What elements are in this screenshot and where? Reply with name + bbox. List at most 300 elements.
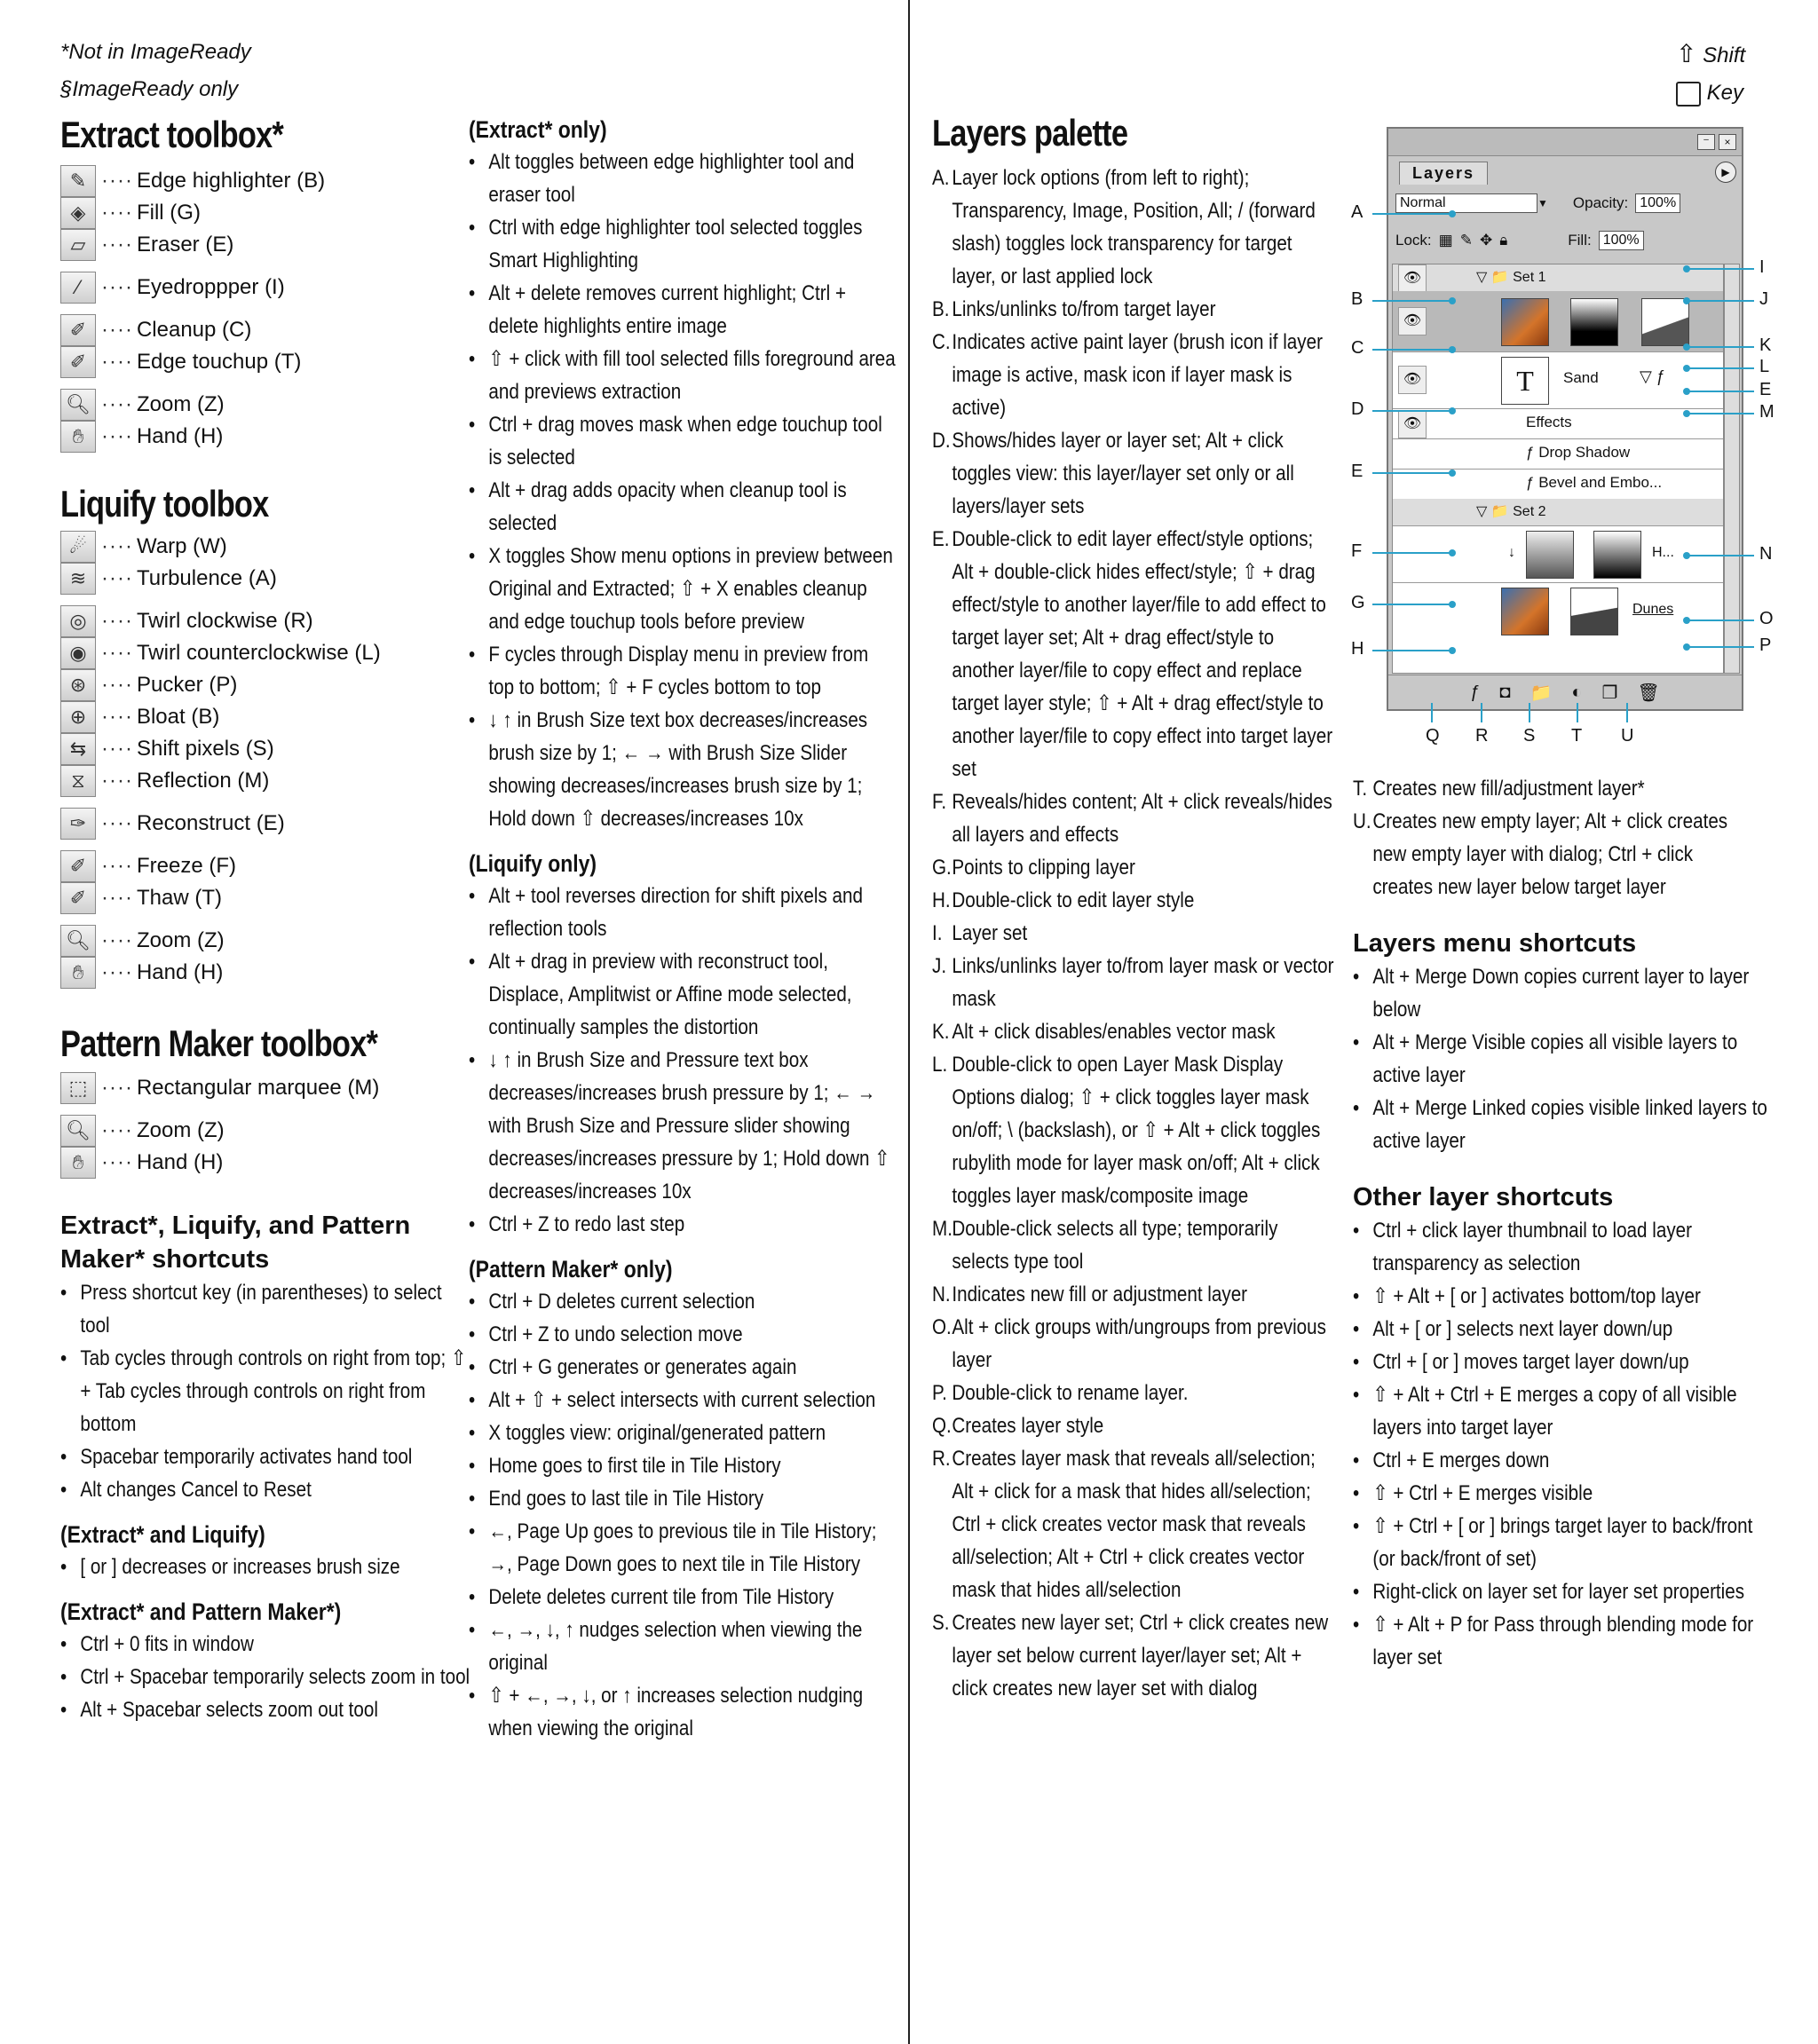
note-imageready-only: §ImageReady only bbox=[60, 77, 239, 101]
item-text: Double-click to rename layer. bbox=[952, 1381, 1189, 1405]
tool-item bbox=[60, 669, 451, 701]
lock-all-icon[interactable]: 🔒︎ bbox=[1499, 232, 1508, 249]
tool-label: Twirl counterclockwise (L) bbox=[136, 641, 381, 665]
callout-line bbox=[1626, 703, 1628, 722]
callout-label: H bbox=[1351, 639, 1364, 659]
callout-label: U bbox=[1621, 726, 1634, 746]
callout-line bbox=[1687, 555, 1754, 556]
callout-label: E bbox=[1351, 462, 1364, 481]
tool-item bbox=[60, 1115, 451, 1147]
tool-item bbox=[60, 1072, 451, 1104]
tool-label: Cleanup (C) bbox=[136, 318, 252, 342]
item-letter: R. bbox=[932, 1447, 951, 1471]
list-item: • Ctrl + Spacebar temporarily selects zoom in tool bbox=[60, 1661, 470, 1693]
sand-label[interactable]: Sand bbox=[1563, 369, 1599, 386]
list-item: • Ctrl + 0 fits in window bbox=[60, 1628, 470, 1661]
callout-dot bbox=[1449, 647, 1456, 654]
adjustment-mask-thumbnail[interactable] bbox=[1593, 531, 1641, 579]
callout-label: D bbox=[1351, 399, 1364, 419]
list-item: • ⇧ + ←, →, ↓, or ↑ increases selection nudging when viewing the original bbox=[469, 1679, 896, 1745]
item-text: Reveals/hides content; Alt + click reveals/hides all layers and effects bbox=[952, 790, 1332, 847]
pattern-tool-list bbox=[60, 1072, 451, 1179]
lock-row bbox=[1388, 222, 1742, 259]
callout-line bbox=[1687, 391, 1754, 392]
opacity-label: Opacity: bbox=[1572, 194, 1629, 211]
list-item: • Tab cycles through controls on right from top; ⇧ + Tab cycles through controls on right from bottom bbox=[60, 1342, 470, 1440]
callout-dot bbox=[1683, 297, 1690, 304]
legend-item bbox=[1353, 805, 1756, 904]
pattern-only-list bbox=[469, 1285, 877, 1745]
callout-line bbox=[1372, 410, 1452, 412]
pattern-only-title: (Pattern Maker* only) bbox=[469, 1256, 673, 1282]
legend-item bbox=[932, 1409, 1335, 1442]
extract-tool-list bbox=[60, 165, 451, 453]
callout-dot bbox=[1683, 617, 1690, 624]
tool-item bbox=[60, 850, 451, 882]
tool-item bbox=[60, 701, 451, 733]
shortcut-list bbox=[60, 1276, 467, 1506]
new-set-icon[interactable]: 📁 bbox=[1529, 683, 1553, 703]
list-item: • ←, →, ↓, ↑ nudges selection when viewing the original bbox=[469, 1614, 896, 1679]
new-layer-icon[interactable]: ❐ bbox=[1601, 683, 1618, 703]
tool-label: Edge touchup (T) bbox=[136, 350, 302, 374]
tool-label: Rectangular marquee (M) bbox=[136, 1076, 380, 1100]
tool-item bbox=[60, 229, 451, 261]
list-item: • X toggles view: original/generated pattern bbox=[469, 1417, 896, 1449]
shift-icon: ⇧ bbox=[1676, 40, 1697, 67]
warp-icon: ☄ bbox=[60, 531, 96, 563]
item-text: Creates new layer set; Ctrl + click creates new layer set below current layer/layer set; Alt + click creates new layer set with dialog bbox=[952, 1611, 1329, 1701]
tool-item bbox=[60, 808, 451, 840]
legend-item bbox=[932, 950, 1335, 1015]
rectangular-marquee-icon: ⬚ bbox=[60, 1072, 96, 1104]
list-item: • F cycles through Display menu in preview from top to bottom; ⇧ + F cycles bottom to top bbox=[469, 638, 896, 704]
layer-set-2[interactable] bbox=[1393, 499, 1723, 526]
type-layer-row[interactable] bbox=[1393, 351, 1723, 409]
leader-dots: ···· bbox=[101, 811, 133, 835]
list-item: • Ctrl with edge highlighter tool selected toggles Smart Highlighting bbox=[469, 211, 896, 277]
callout-dot bbox=[1449, 407, 1456, 414]
extract-toolbox-title: Extract toolbox* bbox=[60, 114, 283, 155]
leader-dots: ···· bbox=[101, 609, 133, 633]
liquify-tool-list bbox=[60, 531, 451, 989]
layers-palette-title: Layers palette bbox=[932, 112, 1128, 154]
list-item: • Ctrl + drag moves mask when edge touchup tool is selected bbox=[469, 408, 896, 474]
tool-label: Reflection (M) bbox=[136, 769, 270, 793]
list-item: • Delete deletes current tile from Tile History bbox=[469, 1581, 896, 1614]
list-item: • Alt + Merge Linked copies visible linked layers to active layer bbox=[1353, 1092, 1775, 1157]
item-letter: M. bbox=[932, 1217, 952, 1241]
list-item: • Ctrl + G generates or generates again bbox=[469, 1351, 896, 1384]
callout-dot bbox=[1683, 388, 1690, 395]
shift-pixels-icon: ⇆ bbox=[60, 733, 96, 765]
layer-mask-thumbnail[interactable] bbox=[1570, 298, 1618, 346]
item-text: Creates new fill/adjustment layer* bbox=[1372, 777, 1645, 801]
item-letter: B. bbox=[932, 297, 950, 321]
item-letter: K. bbox=[932, 1020, 950, 1044]
callout-dot bbox=[1449, 601, 1456, 608]
shortcuts-title-line2: Maker* shortcuts bbox=[60, 1245, 270, 1274]
list-item: • Alt + drag in preview with reconstruct tool, Displace, Amplitwist or Affine mode selected, continually samples the distortion bbox=[469, 945, 896, 1044]
list-item: • Alt + drag adds opacity when cleanup tool is selected bbox=[469, 474, 896, 540]
item-text: Alt + click groups with/ungroups from previous layer bbox=[952, 1315, 1326, 1372]
callout-label: F bbox=[1351, 541, 1363, 561]
blend-mode-select[interactable]: Normal bbox=[1395, 193, 1537, 213]
tool-item bbox=[60, 421, 451, 453]
other-layer-title: Other layer shortcuts bbox=[1353, 1183, 1614, 1211]
callout-dot bbox=[1449, 549, 1456, 556]
list-item: • Alt + Merge Down copies current layer to layer below bbox=[1353, 960, 1775, 1026]
set1-label: ▽ 📁 Set 1 bbox=[1476, 270, 1546, 285]
callout-label: R bbox=[1475, 726, 1489, 746]
extract-pattern-title: (Extract* and Pattern Maker*) bbox=[60, 1598, 342, 1625]
chevron-down-icon[interactable]: ▼ bbox=[1537, 197, 1548, 209]
list-item: • X toggles Show menu options in preview between Original and Extracted; ⇧ + X enables cleanup and edge touchup tools before preview bbox=[469, 540, 896, 638]
legend-item bbox=[932, 884, 1335, 917]
hand-icon: ✋︎ bbox=[60, 1147, 96, 1179]
liquify-only-list bbox=[469, 880, 890, 1241]
item-text: Creates new empty layer; Alt + click creates new empty layer with dialog; Ctrl + click creates new layer below target layer bbox=[1372, 809, 1728, 899]
fill-label: Fill: bbox=[1568, 232, 1592, 249]
list-item: • Spacebar temporarily activates hand tool bbox=[60, 1440, 470, 1473]
item-text: Links/unlinks layer to/from layer mask or vector mask bbox=[952, 954, 1334, 1011]
item-letter: A. bbox=[932, 166, 950, 190]
other-layer-list bbox=[1353, 1214, 1757, 1674]
shift-label: Shift bbox=[1703, 43, 1746, 67]
adjustment-layer-icon[interactable]: ◐ bbox=[1571, 682, 1583, 702]
callout-label: K bbox=[1759, 335, 1772, 355]
lock-image-icon[interactable]: ✎ bbox=[1459, 232, 1473, 249]
zoom-icon: 🔍︎ bbox=[60, 1115, 96, 1147]
item-letter: F. bbox=[932, 790, 947, 814]
callout-label: S bbox=[1523, 726, 1536, 746]
column-2 bbox=[469, 114, 896, 1745]
legend-item bbox=[932, 424, 1335, 523]
minimize-icon[interactable]: – bbox=[1697, 134, 1715, 150]
dunes-layer-row[interactable] bbox=[1393, 582, 1723, 639]
twirl-clockwise-icon: ◎ bbox=[60, 605, 96, 637]
leader-dots: ···· bbox=[101, 641, 133, 665]
callout-line bbox=[1372, 650, 1452, 651]
item-text: Creates layer mask that reveals all/selection; Alt + click for a mask that hides all/selection; Ctrl + click creates vector mask that reveals all/selection; Alt + Ctrl + click creates vector mask that hides all/selection bbox=[952, 1447, 1316, 1602]
list-item: • Alt + Spacebar selects zoom out tool bbox=[60, 1693, 470, 1726]
callout-label: L bbox=[1759, 357, 1770, 376]
tool-item bbox=[60, 605, 451, 637]
list-item: • Ctrl + E merges down bbox=[1353, 1444, 1775, 1477]
leader-dots: ···· bbox=[101, 350, 133, 374]
cleanup-icon: ✐ bbox=[60, 314, 96, 346]
reflection-icon: ⧖ bbox=[60, 765, 96, 797]
tool-item bbox=[60, 733, 451, 765]
layer-thumbnail[interactable] bbox=[1501, 298, 1549, 346]
leader-dots: ···· bbox=[101, 705, 133, 729]
layers-menu-title: Layers menu shortcuts bbox=[1353, 929, 1637, 958]
callout-line bbox=[1687, 646, 1754, 648]
leader-dots: ···· bbox=[101, 534, 133, 558]
tool-label: Hand (H) bbox=[136, 424, 224, 448]
leader-dots: ···· bbox=[101, 1150, 133, 1174]
extract-liquify-title: (Extract* and Liquify) bbox=[60, 1521, 265, 1548]
list-item: • Ctrl + D deletes current selection bbox=[469, 1285, 896, 1318]
item-letter: I. bbox=[932, 921, 943, 945]
callout-line bbox=[1529, 703, 1530, 722]
column-4 bbox=[1353, 772, 1767, 1674]
extract-pattern-list bbox=[60, 1628, 470, 1726]
layers-list bbox=[1392, 264, 1724, 674]
leader-dots: ···· bbox=[101, 275, 133, 299]
tool-item bbox=[60, 197, 451, 229]
eye-icon[interactable]: 👁 bbox=[1398, 410, 1427, 438]
tool-item bbox=[60, 637, 451, 669]
pucker-icon: ⊛ bbox=[60, 669, 96, 701]
callout-label: I bbox=[1759, 257, 1765, 277]
tool-item bbox=[60, 165, 451, 197]
callout-dot bbox=[1449, 297, 1456, 304]
list-item: • Alt + delete removes current highlight; Ctrl + delete highlights entire image bbox=[469, 277, 896, 343]
column-3 bbox=[932, 112, 1336, 1705]
list-item: • Right-click on layer set for layer set properties bbox=[1353, 1575, 1775, 1608]
item-letter: Q. bbox=[932, 1414, 952, 1438]
effects-label: Effects bbox=[1526, 414, 1572, 430]
layers-menu-list bbox=[1353, 960, 1767, 1157]
tool-label: Eyedroppper (I) bbox=[136, 275, 285, 299]
tab-layers[interactable]: Layers bbox=[1399, 162, 1488, 185]
palette-menu-icon[interactable]: ▶ bbox=[1715, 162, 1736, 183]
callout-line bbox=[1577, 703, 1578, 722]
legend-item bbox=[932, 293, 1335, 326]
item-letter: D. bbox=[932, 429, 951, 453]
callout-line bbox=[1687, 620, 1754, 621]
effects-row[interactable] bbox=[1393, 408, 1723, 439]
list-item: • Alt changes Cancel to Reset bbox=[60, 1473, 470, 1506]
callout-label: N bbox=[1759, 544, 1773, 564]
callout-dot bbox=[1449, 470, 1456, 477]
type-layer-icon[interactable]: T bbox=[1501, 357, 1549, 405]
tool-label: Hand (H) bbox=[136, 1150, 224, 1174]
item-letter: T. bbox=[1353, 777, 1368, 801]
callout-label: B bbox=[1351, 289, 1364, 309]
callout-line bbox=[1687, 300, 1754, 302]
drop-shadow-label[interactable]: ƒ Drop Shadow bbox=[1526, 444, 1631, 461]
tool-label: Eraser (E) bbox=[136, 233, 234, 256]
callout-line bbox=[1687, 413, 1754, 414]
eye-icon[interactable]: 👁 bbox=[1398, 307, 1427, 335]
tool-item bbox=[60, 314, 451, 346]
eye-icon[interactable]: 👁 bbox=[1398, 366, 1427, 394]
leader-dots: ···· bbox=[101, 886, 133, 910]
tool-label: Thaw (T) bbox=[136, 886, 222, 910]
leader-dots: ···· bbox=[101, 169, 133, 193]
leader-dots: ···· bbox=[101, 201, 133, 225]
opacity-field[interactable]: 100% bbox=[1635, 193, 1680, 213]
tool-label: Zoom (Z) bbox=[136, 1118, 225, 1142]
item-letter: J. bbox=[932, 954, 947, 978]
legend-item bbox=[932, 851, 1335, 884]
key-icon bbox=[1676, 82, 1701, 107]
lock-transparency-icon[interactable]: ▦ bbox=[1438, 232, 1453, 249]
callout-label: A bbox=[1351, 202, 1364, 222]
list-item: • Ctrl + Z to undo selection move bbox=[469, 1318, 896, 1351]
tool-label: Bloat (B) bbox=[136, 705, 220, 729]
adjustment-thumbnail[interactable] bbox=[1526, 531, 1574, 579]
eye-icon[interactable]: 👁 bbox=[1398, 264, 1427, 293]
tool-item bbox=[60, 272, 451, 304]
lock-position-icon[interactable]: ✥ bbox=[1479, 232, 1493, 249]
legend-item bbox=[932, 785, 1335, 851]
callout-dot bbox=[1683, 365, 1690, 372]
callout-dot bbox=[1683, 643, 1690, 651]
note-not-in-imageready: *Not in ImageReady bbox=[60, 40, 251, 64]
item-letter: S. bbox=[932, 1611, 950, 1635]
item-text: Indicates active paint layer (brush icon if layer image is active, mask icon if layer mask is active) bbox=[952, 330, 1323, 420]
bevel-label[interactable]: ƒ Bevel and Embo... bbox=[1526, 474, 1663, 491]
list-item: • Alt + [ or ] selects next layer down/up bbox=[1353, 1313, 1775, 1346]
callout-label: T bbox=[1571, 726, 1583, 746]
item-text: Alt + click disables/enables vector mask bbox=[952, 1020, 1276, 1044]
dunes-label[interactable]: Dunes bbox=[1632, 602, 1674, 617]
callout-line bbox=[1372, 604, 1452, 605]
legend-item bbox=[932, 1311, 1335, 1377]
tool-label: Twirl clockwise (R) bbox=[136, 609, 313, 633]
leader-dots: ···· bbox=[101, 854, 133, 878]
tool-item bbox=[60, 882, 451, 914]
key-legend bbox=[1676, 36, 1745, 112]
callout-label: M bbox=[1759, 402, 1775, 422]
layer-effects-icon[interactable]: ▽ ƒ bbox=[1640, 367, 1665, 385]
tool-label: Freeze (F) bbox=[136, 854, 236, 878]
callout-line bbox=[1372, 349, 1452, 351]
h-layer-label[interactable]: H... bbox=[1652, 545, 1674, 560]
item-text: Shows/hides layer or layer set; Alt + click toggles view: this layer/layer set only or all layers/layer sets bbox=[952, 429, 1294, 518]
leader-dots: ···· bbox=[101, 928, 133, 952]
palette-footer bbox=[1388, 675, 1742, 709]
item-text: Points to clipping layer bbox=[952, 856, 1135, 880]
legend-item bbox=[932, 1377, 1335, 1409]
leader-dots: ···· bbox=[101, 566, 133, 590]
extract-liquify-list bbox=[60, 1551, 451, 1583]
callout-dot bbox=[1683, 343, 1690, 351]
item-text: Double-click selects all type; temporarily selects type tool bbox=[952, 1217, 1278, 1274]
layer-mask-icon[interactable]: ◘ bbox=[1499, 682, 1511, 702]
legend-item bbox=[932, 1442, 1335, 1606]
extract-only-title: (Extract* only) bbox=[469, 116, 607, 143]
callout-label: E bbox=[1759, 380, 1772, 399]
list-item: • ↓ ↑ in Brush Size and Pressure text box decreases/increases brush pressure by 1; ← → with Brush Size and Pressure slider showing decreases/increases pressure by 1; Hold down ⇧ decreases/increases 10x bbox=[469, 1044, 896, 1208]
item-letter: G. bbox=[932, 856, 952, 880]
leader-dots: ···· bbox=[101, 318, 133, 342]
leader-dots: ···· bbox=[101, 424, 133, 448]
scrollbar[interactable] bbox=[1724, 264, 1740, 674]
blend-row bbox=[1388, 185, 1742, 222]
layer-set-1[interactable] bbox=[1393, 264, 1723, 292]
legend-item bbox=[932, 1212, 1335, 1278]
list-item: • ⇧ + Alt + P for Pass through blending mode for layer set bbox=[1353, 1608, 1775, 1674]
callout-line bbox=[1431, 703, 1433, 722]
tool-item bbox=[60, 531, 451, 563]
set2-label: ▽ 📁 Set 2 bbox=[1476, 504, 1546, 519]
tool-item bbox=[60, 957, 451, 989]
tool-item bbox=[60, 925, 451, 957]
item-text: Double-click to edit layer style bbox=[952, 888, 1195, 912]
callout-label: G bbox=[1351, 593, 1365, 612]
fill-field[interactable]: 100% bbox=[1599, 231, 1644, 250]
item-text: Double-click to open Layer Mask Display Options dialog; ⇧ + click toggles layer mask on/off; \ (backslash), or ⇧ + Alt + click toggles rubylith mode for layer mask on/off; Alt + click toggles layer mask/composite image bbox=[952, 1053, 1321, 1208]
list-item: • Ctrl + click layer thumbnail to load layer transparency as selection bbox=[1353, 1214, 1775, 1280]
column-divider bbox=[908, 0, 910, 2044]
callout-line bbox=[1372, 552, 1452, 554]
legend-item bbox=[932, 1015, 1335, 1048]
item-letter: O. bbox=[932, 1315, 952, 1339]
list-item: • Alt + ⇧ + select intersects with current selection bbox=[469, 1384, 896, 1417]
leader-dots: ···· bbox=[101, 737, 133, 761]
tool-item bbox=[60, 1147, 451, 1179]
key-label: Key bbox=[1706, 81, 1744, 105]
clipping-arrow-icon: ↓ bbox=[1508, 545, 1515, 560]
item-text: Layer set bbox=[952, 921, 1028, 945]
shortcuts-title-line1: Extract*, Liquify, and Pattern bbox=[60, 1211, 411, 1240]
tool-label: Reconstruct (E) bbox=[136, 811, 285, 835]
hand-icon: ✋︎ bbox=[60, 957, 96, 989]
tool-label: Zoom (Z) bbox=[136, 392, 225, 416]
callout-line bbox=[1687, 346, 1754, 348]
callout-dot bbox=[1683, 552, 1690, 559]
callout-line bbox=[1372, 472, 1452, 474]
layer-style-icon[interactable]: ƒ bbox=[1470, 682, 1481, 702]
list-item: • ⇧ + Ctrl + [ or ] brings target layer to back/front (or back/front of set) bbox=[1353, 1510, 1775, 1575]
list-item: • Press shortcut key (in parentheses) to select tool bbox=[60, 1276, 470, 1342]
callout-line bbox=[1687, 268, 1754, 270]
palette-tab-row bbox=[1388, 156, 1742, 185]
list-item: • Alt + Merge Visible copies all visible layers to active layer bbox=[1353, 1026, 1775, 1092]
vector-mask-thumbnail[interactable] bbox=[1641, 298, 1689, 346]
callout-line bbox=[1481, 703, 1482, 722]
tool-item bbox=[60, 765, 451, 797]
callout-dot bbox=[1683, 265, 1690, 272]
adjustment-layer-row[interactable] bbox=[1393, 525, 1723, 583]
dunes-mask-thumbnail[interactable] bbox=[1570, 588, 1618, 635]
eraser-icon: ▱ bbox=[60, 229, 96, 261]
tool-label: Fill (G) bbox=[136, 201, 201, 225]
list-item: • End goes to last tile in Tile History bbox=[469, 1482, 896, 1515]
bloat-icon: ⊕ bbox=[60, 701, 96, 733]
close-icon[interactable]: × bbox=[1719, 134, 1736, 150]
list-item: • ⇧ + Alt + Ctrl + E merges a copy of all visible layers into target layer bbox=[1353, 1378, 1775, 1444]
drop-shadow-row[interactable] bbox=[1393, 438, 1723, 470]
item-letter: C. bbox=[932, 330, 951, 354]
layers-item-list-right bbox=[1353, 772, 1756, 904]
trash-icon[interactable]: 🗑 bbox=[1637, 683, 1660, 703]
callout-dot bbox=[1449, 346, 1456, 353]
extract-only-list bbox=[469, 146, 896, 835]
lock-label: Lock: bbox=[1395, 232, 1432, 249]
list-item: • Ctrl + Z to redo last step bbox=[469, 1208, 896, 1241]
item-letter: H. bbox=[932, 888, 951, 912]
tool-label: Pucker (P) bbox=[136, 673, 238, 697]
item-letter: N. bbox=[932, 1282, 951, 1306]
legend-item bbox=[932, 1048, 1335, 1212]
leader-dots: ···· bbox=[101, 960, 133, 984]
leader-dots: ···· bbox=[101, 1076, 133, 1100]
dunes-thumbnail[interactable] bbox=[1501, 588, 1549, 635]
legend-item bbox=[932, 1606, 1335, 1705]
item-text: Layer lock options (from left to right); Transparency, Image, Position, All; / (forward slash) toggles lock transparency for target layer, or last applied lock bbox=[952, 166, 1316, 288]
tool-item bbox=[60, 389, 451, 421]
list-item: • ⇧ + click with fill tool selected fills foreground area and previews extraction bbox=[469, 343, 896, 408]
legend-item bbox=[932, 1278, 1335, 1311]
tool-label: Hand (H) bbox=[136, 960, 224, 984]
item-text: Creates layer style bbox=[952, 1414, 1104, 1438]
callout-line bbox=[1687, 367, 1754, 369]
